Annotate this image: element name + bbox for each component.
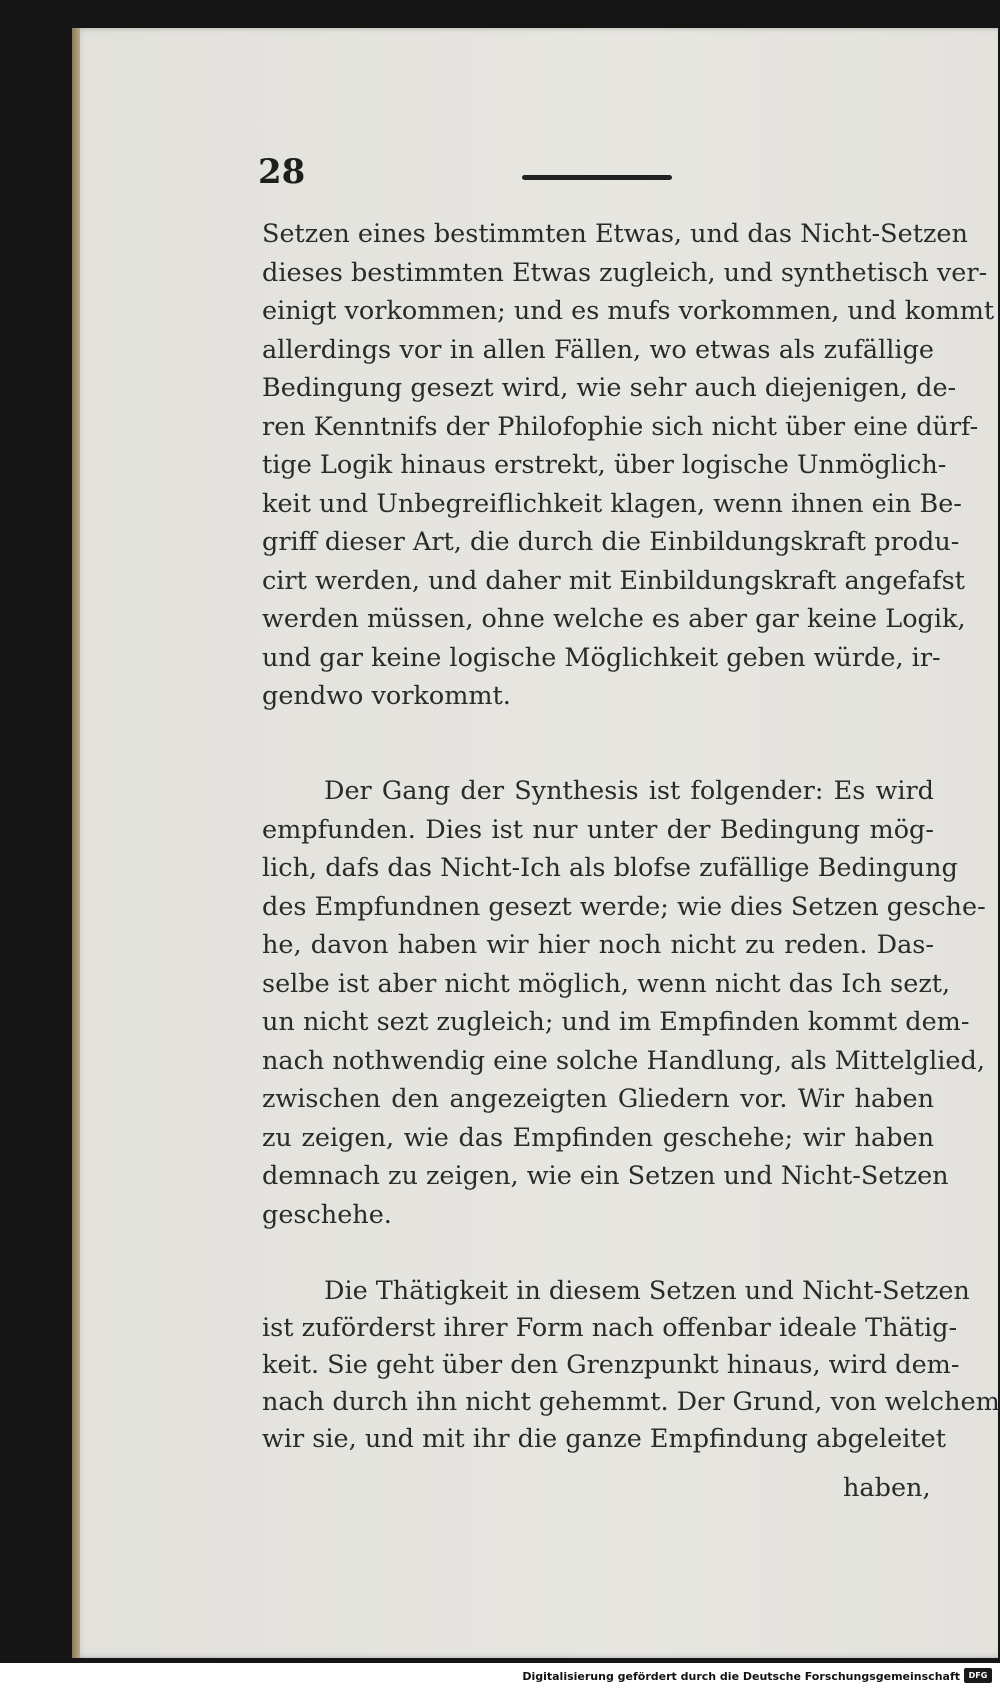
text-line: lich, dafs das Nicht-Ich als blofse zufällige Bedingung bbox=[262, 853, 958, 883]
text-line: nach nothwendig eine solche Handlung, als Mittelglied, bbox=[262, 1045, 985, 1076]
text-line: zu zeigen, wie das Empfinden geschehe; wir haben bbox=[262, 1122, 934, 1153]
text-line: dieses bestimmten Etwas zugleich, und synthetisch ver- bbox=[262, 257, 988, 288]
text-line: wir sie, und mit ihr die ganze Empfindung abgeleitet bbox=[262, 1424, 946, 1454]
text-line: ist zuförderst ihrer Form nach offenbar ideale Thätig- bbox=[262, 1313, 958, 1343]
text-line: Bedingung gesezt wird, wie sehr auch diejenigen, de- bbox=[262, 373, 957, 403]
text-line: allerdings vor in allen Fällen, wo etwas als zufällige bbox=[262, 334, 934, 365]
text-line: einigt vorkommen; und es mufs vorkommen, und kommt bbox=[262, 296, 995, 326]
text-line: Die Thätigkeit in diesem Setzen und Nicht-Setzen bbox=[324, 1276, 970, 1306]
text-line: nach durch ihn nicht gehemmt. Der Grund, von welchem bbox=[262, 1387, 1000, 1417]
text-line: he, davon haben wir hier noch nicht zu reden. Das- bbox=[262, 930, 934, 960]
text-line: zwischen den angezeigten Gliedern vor. Wir haben bbox=[262, 1084, 934, 1114]
text-line: empfunden. Dies ist nur unter der Bedingung mög- bbox=[262, 814, 934, 845]
paragraph-3 bbox=[262, 1273, 1000, 1458]
text-line: griff dieser Art, die durch die Einbildungskraft produ- bbox=[262, 527, 960, 557]
dfg-logo-icon: DFG bbox=[964, 1668, 992, 1683]
text-line: demnach zu zeigen, wie ein Setzen und Nicht-Setzen bbox=[262, 1161, 949, 1191]
text-line: un nicht sezt zugleich; und im Empfinden kommt dem- bbox=[262, 1007, 970, 1037]
text-line: keit und Unbegreiflichkeit klagen, wenn ihnen ein Be- bbox=[262, 488, 962, 519]
text-line: ren Kenntnifs der Philofophie sich nicht über eine dürf- bbox=[262, 411, 979, 442]
text-line: gendwo vorkommt. bbox=[262, 681, 511, 711]
text-line: tige Logik hinaus erstrekt, über logische Unmöglich- bbox=[262, 450, 947, 480]
text-line: geschehe. bbox=[262, 1199, 392, 1230]
catchword: haben, bbox=[843, 1473, 931, 1503]
text-line: des Empfundnen gesezt werde; wie dies Setzen gesche- bbox=[262, 891, 986, 922]
text-line: keit. Sie geht über den Grenzpunkt hinaus, wird dem- bbox=[262, 1350, 960, 1380]
text-line: und gar keine logische Möglichkeit geben würde, ir- bbox=[262, 642, 941, 673]
page-number: 28 bbox=[258, 152, 306, 192]
page-binding-edge bbox=[72, 28, 80, 1658]
text-line: Setzen eines bestimmten Etwas, und das Nicht-Setzen bbox=[262, 219, 968, 249]
text-line: cirt werden, und daher mit Einbildungskraft angefafst bbox=[262, 565, 965, 596]
paragraph-2 bbox=[262, 772, 986, 1234]
header-rule bbox=[522, 175, 672, 180]
footer-credit: Digitalisierung gefördert durch die Deutsche Forschungsgemeinschaft bbox=[522, 1670, 960, 1683]
text-line: Der Gang der Synthesis ist folgender: Es wird bbox=[324, 776, 934, 806]
text-line: selbe ist aber nicht möglich, wenn nicht das Ich sezt, bbox=[262, 968, 951, 999]
paragraph-1 bbox=[262, 215, 995, 716]
text-line: werden müssen, ohne welche es aber gar keine Logik, bbox=[262, 604, 966, 634]
